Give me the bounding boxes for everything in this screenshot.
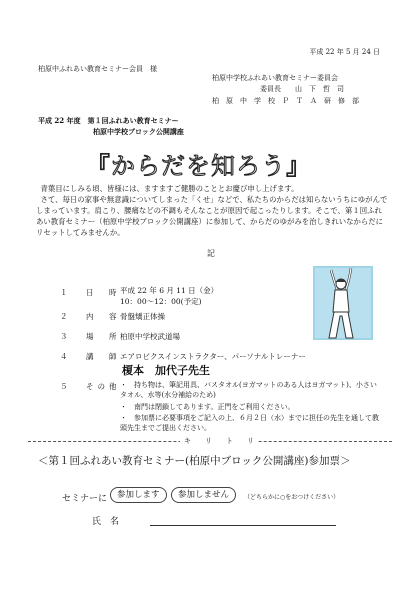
item-1-label: 日 時 [86,288,121,297]
note-2: ・ 南門は閉鎖してあります。正門をご利用ください。 [120,403,295,411]
item-1-date: 平成 22 年 6 月 11 日（金） [120,286,219,295]
item-2-number: ２ [60,312,68,321]
form-title: ＜第１回ふれあい教育セミナー(柏原中ブロック公開講座)参加票＞ [38,455,351,467]
item-1-number: １ [60,288,68,297]
subject-line2: 柏原中学校ブロック公開講座 [93,127,184,136]
item-2-value: 骨盤矯正体操 [120,312,165,321]
stretching-person-illustration [305,256,377,342]
cut-line-label: キ リ ト リ [180,437,258,446]
subject-line1: 平成 22 年度 第１回ふれあい教育セミナー [38,116,179,125]
body-paragraph-1: 青葉目にしみる頃、皆様には、ますますご健勝のこととお慶び申し上げます。 [40,184,299,193]
item-3-value: 柏原中学校武道場 [120,332,180,341]
main-title: 『からだを知ろう』 [86,152,311,180]
item-4-value: エアロビクスインストラクター、パーソナルトレーナー [120,352,306,361]
lecturer-name: 榎本 加代子先生 [122,364,210,377]
attend-option[interactable]: 参加します [110,487,167,503]
name-label: 氏 名 [92,517,120,527]
option-instruction: （どちらかに○をおつけください） [244,494,340,501]
seminar-label: セミナーに [62,494,108,504]
item-4-number: ４ [60,352,68,361]
item-3-label: 場 所 [86,332,121,341]
sender-chair: 委員長 山 下 哲 司 [260,85,344,93]
name-input-line[interactable] [150,524,336,526]
ki-heading: 記 [207,249,215,258]
document-date: 平成 22 年 5 月 24 日 [309,48,380,56]
recipient: 柏原中ふれあい教育セミナー会員 様 [38,65,157,73]
item-3-number: ３ [60,332,68,341]
item-2-label: 内 容 [86,312,121,321]
item-5-number: ５ [60,382,68,391]
sender-org: 柏原中学校ふれあい教育セミナー委員会 [212,74,338,82]
item-1-time: 10：00～12：00(予定) [120,297,202,306]
not-attend-option[interactable]: 参加しません [171,487,236,503]
item-4-label: 講 師 [86,352,121,361]
sender-pta: 柏 原 中 学 校 Ｐ Ｔ Ａ 研 修 部 [212,97,359,105]
note-3: ・ 参加票に必要事項をご記入の上、６月２日（水）までに担任の先生を通して教頭先生までご提出ください。 [120,414,379,432]
item-5-label: その他 [86,382,121,391]
body-paragraph-2: さて、毎日の家事や無意識についてしまった「くせ」などで、私たちのからだは知らないうちにゆがんでしまっています。肩こり、腰痛などの不調もそんなことが原因で起こったりします。そこで、第１回ふれあい教育セミナー（柏原中学校ブロック公開講座）に参加して、からだのゆがみを治しきれいなからだにリセットしてみませんか。 [36,195,388,237]
note-1: ・ 持ち物は、筆記用具、バスタオル(ヨガマットのある人はヨガマット)、小さいタオル、水等(水分補給のため) [120,381,377,399]
